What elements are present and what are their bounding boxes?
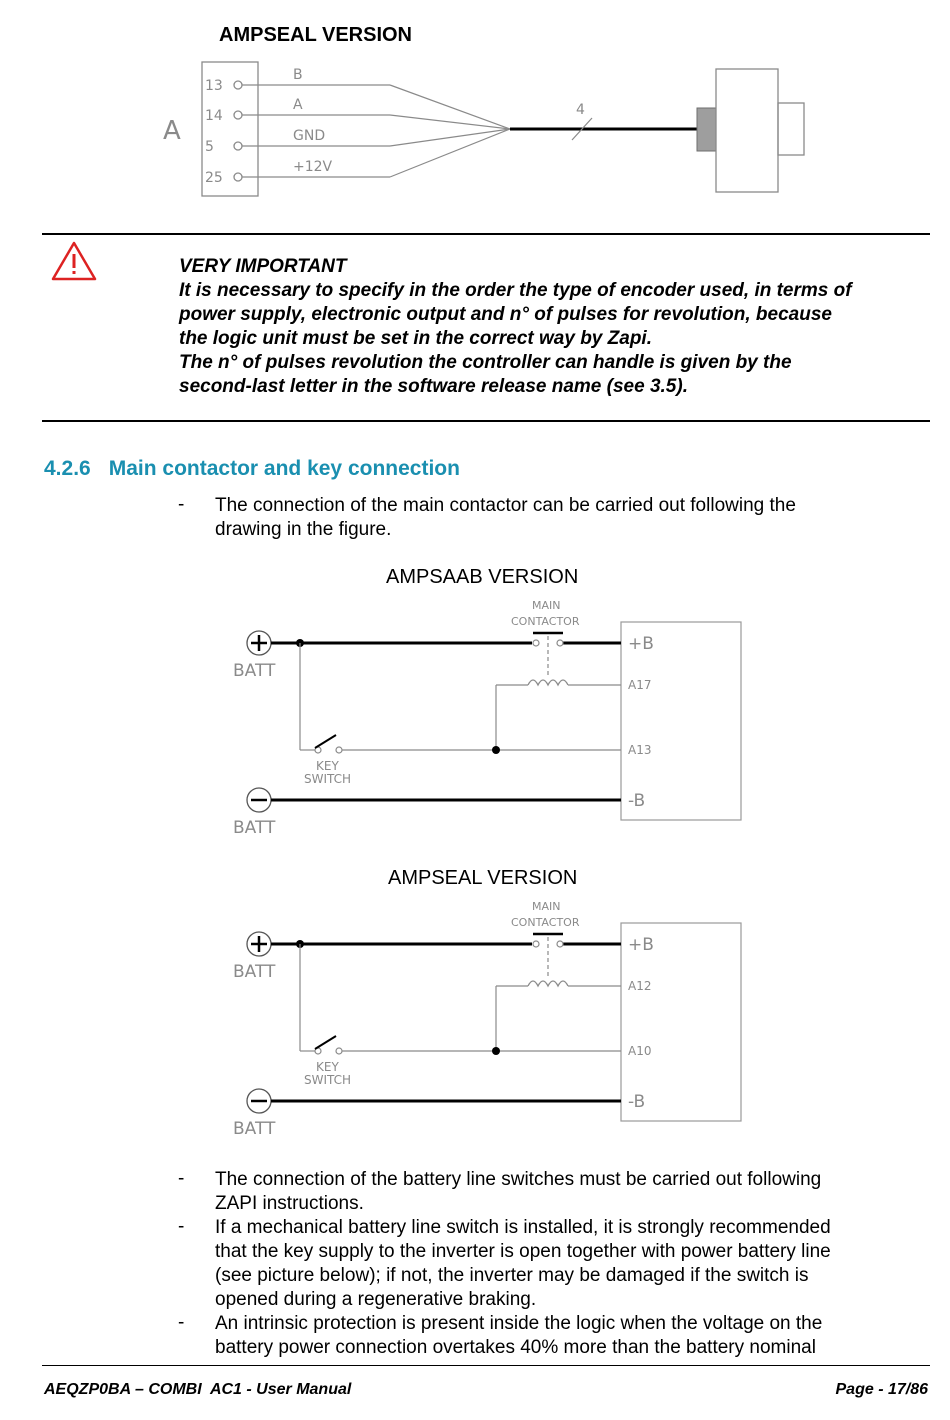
contactor-label-2: CONTACTOR (511, 916, 580, 929)
footer-rule (42, 1365, 930, 1366)
section-title: Main contactor and key connection (108, 457, 460, 480)
warning-text (179, 255, 929, 399)
intro-dash: - (178, 494, 185, 515)
warning-title: VERY IMPORTANT (179, 256, 347, 277)
contactor-diagram-ampseal (0, 891, 950, 1151)
batt-negative-label: BATT (233, 818, 276, 838)
diagram2-title: AMPSEAL VERSION (388, 867, 578, 889)
top-diagram-title: AMPSEAL VERSION (219, 24, 412, 46)
signal-label-b: B (293, 67, 303, 83)
wire-count: 4 (576, 102, 585, 118)
encoder-plug (697, 108, 716, 151)
warning-bottom-rule (42, 420, 930, 422)
terminal-neg-b: -B (628, 1092, 646, 1112)
section-number: 4.2.6 (44, 457, 91, 480)
signal-label-gnd: GND (293, 128, 326, 144)
pin-25 (205, 170, 242, 186)
terminal-a17: A17 (628, 678, 652, 692)
pin-14 (205, 108, 242, 124)
key-label-2: SWITCH (304, 772, 352, 786)
bullet-item: An intrinsic protection is present inside the logic when the voltage on the battery power connection overtakes 40% more than the battery nominal (215, 1313, 823, 1358)
diagram1-title: AMPSAAB VERSION (386, 566, 579, 588)
warning-top-rule (42, 233, 930, 235)
signal-wires (242, 85, 510, 177)
contactor-diagram-ampsaab (0, 590, 950, 850)
intro-line: The connection of the main contactor can be carried out following the (215, 495, 796, 516)
pin-13 (205, 78, 242, 94)
bullet-dash: - (178, 1216, 185, 1237)
terminal-a13: A13 (628, 743, 652, 757)
coil-icon (528, 680, 568, 685)
svg-text:25: 25 (205, 170, 223, 186)
key-label-2: SWITCH (304, 1073, 352, 1087)
batt-positive-label: BATT (233, 661, 276, 681)
encoder-wiring-diagram (0, 0, 950, 215)
key-label-1: KEY (316, 759, 339, 773)
contactor-label-1: MAIN (532, 599, 561, 612)
svg-text:5: 5 (205, 139, 214, 155)
batt-positive-label: BATT (233, 962, 276, 982)
key-switch-lever (315, 1036, 336, 1049)
terminal-neg-b: -B (628, 791, 646, 811)
warning-line: The n° of pulses revolution the controller can handle is given by the (179, 352, 792, 373)
terminal-pos-b: +B (628, 634, 654, 654)
key-label-1: KEY (316, 1060, 339, 1074)
terminal-pos-b: +B (628, 935, 654, 955)
svg-text:13: 13 (205, 78, 223, 94)
section-heading (44, 457, 460, 481)
intro-line: drawing in the figure. (215, 519, 392, 540)
bullet-item: If a mechanical battery line switch is installed, it is strongly recommended that the key supply to the inverter is open together with power battery line (see picture below); if not, the inverter may be damaged if the switch is opened during a regenerative braking. (215, 1217, 831, 1310)
bullet-item: The connection of the battery line switches must be carried out following ZAPI instructions. (215, 1169, 822, 1214)
terminal-a12: A12 (628, 979, 652, 993)
footer-page-number: Page - 17/86 (835, 1381, 928, 1398)
terminal-a10: A10 (628, 1044, 652, 1058)
contactor-label-1: MAIN (532, 900, 561, 913)
connector-label: A (163, 116, 181, 146)
warning-line: power supply, electronic output and n° of pulses for revolution, because (179, 304, 832, 325)
batt-negative-label: BATT (233, 1119, 276, 1139)
coil-icon (528, 981, 568, 986)
warning-line: second-last letter in the software release name (see 3.5). (179, 376, 688, 397)
svg-text:14: 14 (205, 108, 223, 124)
warning-line: It is necessary to specify in the order the type of encoder used, in terms of (179, 280, 852, 301)
signal-label-12v: +12V (293, 159, 333, 175)
encoder-shaft (778, 103, 804, 155)
footer-document-title: AEQZP0BA – COMBI AC1 - User Manual (44, 1381, 352, 1398)
signal-label-a: A (293, 97, 303, 113)
intro-paragraph (215, 494, 915, 542)
warning-triangle-icon (50, 240, 98, 282)
bullet-dash: - (178, 1312, 185, 1333)
encoder-body (716, 69, 778, 192)
warning-line: the logic unit must be set in the correct way by Zapi. (179, 328, 652, 349)
key-switch-lever (315, 735, 336, 748)
pin-5 (205, 139, 242, 155)
bullet-dash: - (178, 1168, 185, 1189)
contactor-label-2: CONTACTOR (511, 615, 580, 628)
